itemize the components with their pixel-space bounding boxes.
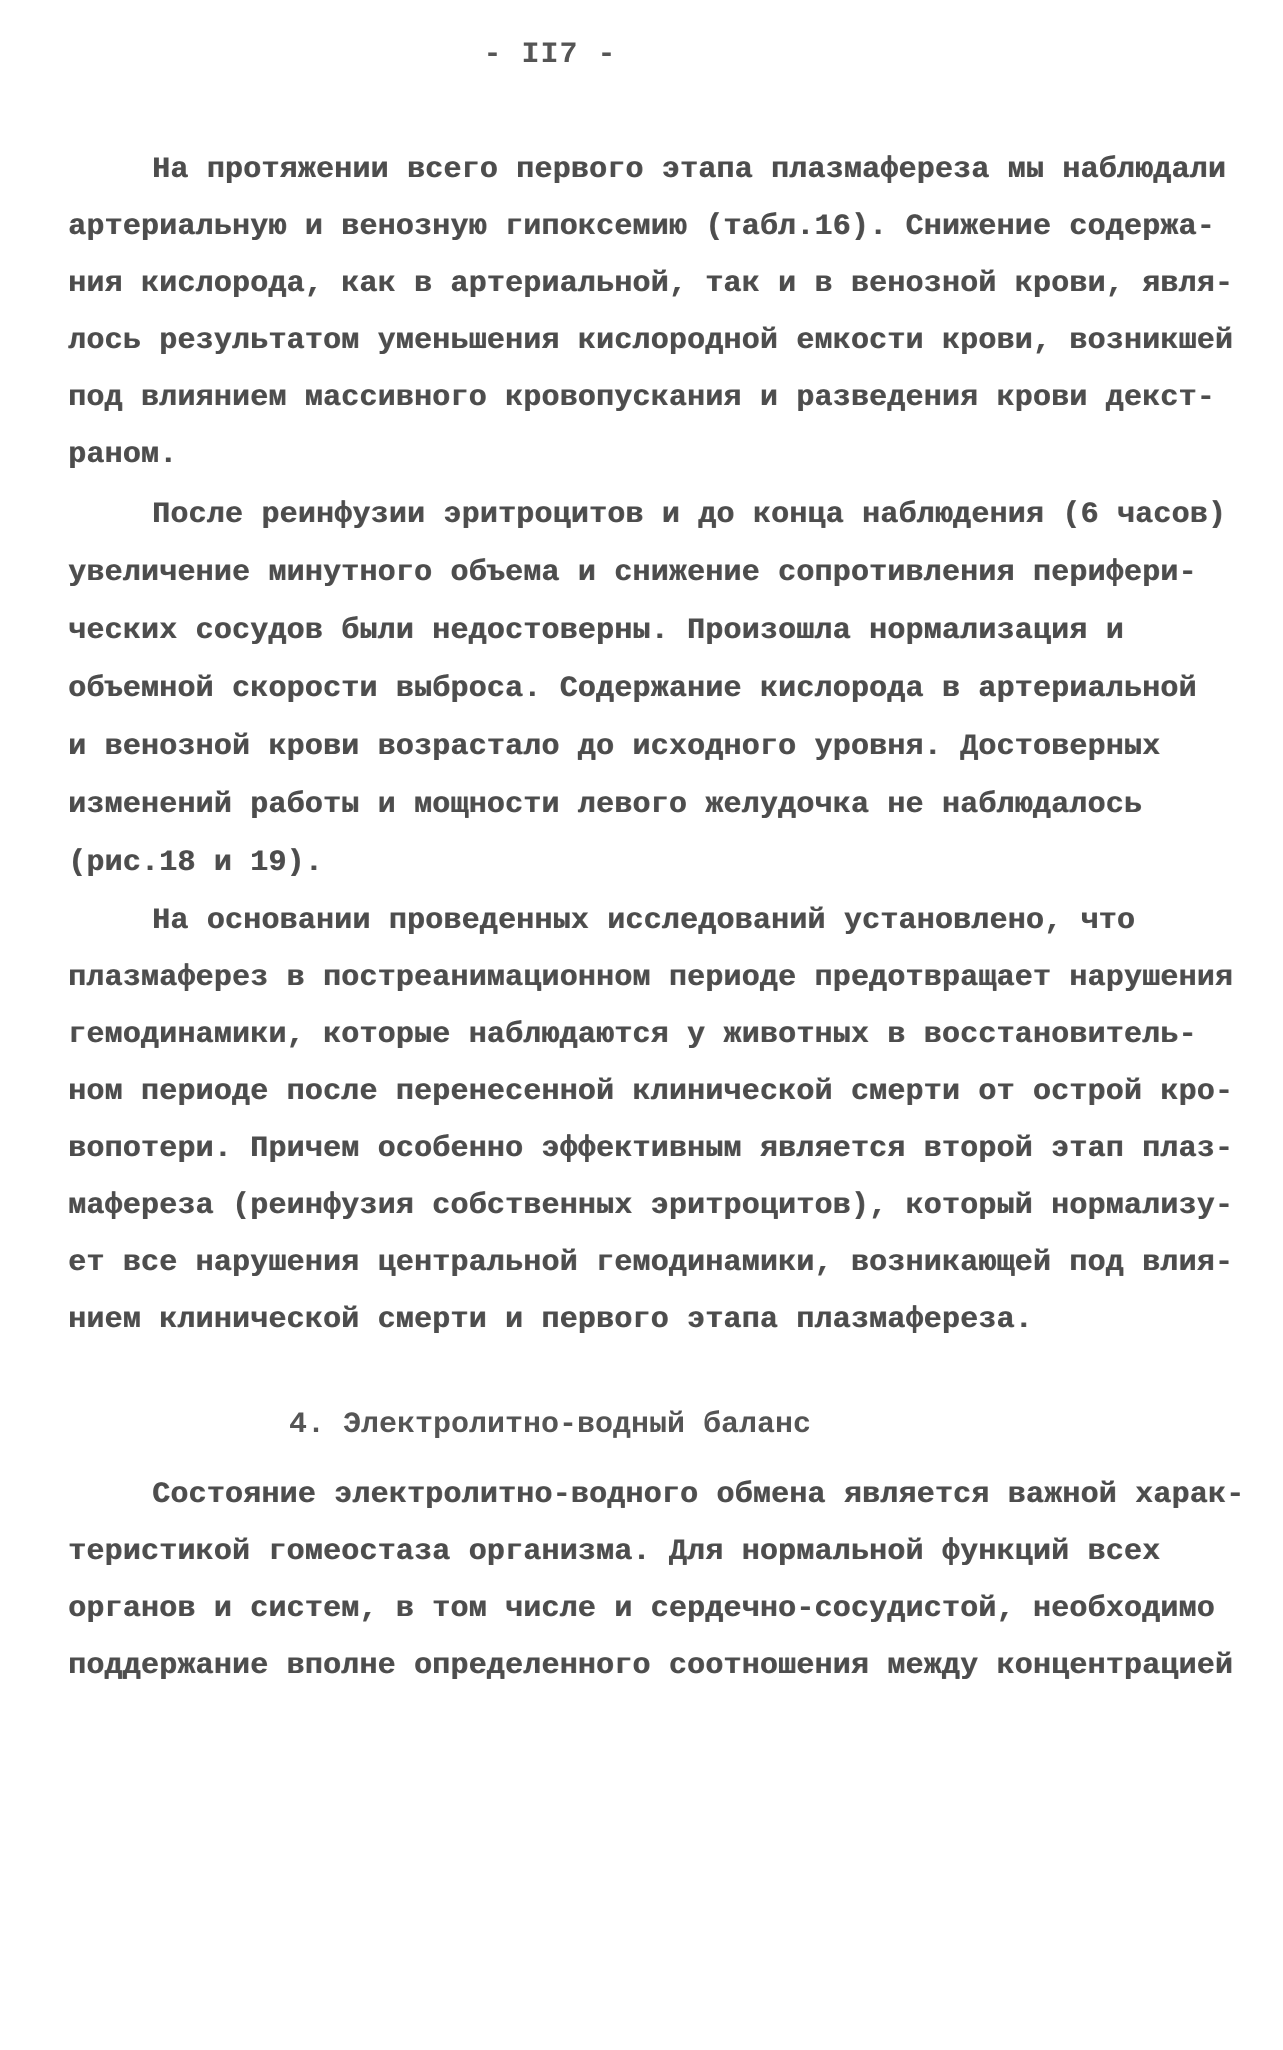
paragraph-3-line-1: На основании проведенных исследований установлено, что — [152, 904, 1135, 938]
paragraph-2-line-7: (рис.18 и 19). — [68, 846, 323, 880]
paragraph-3-line-5: вопотери. Причем особенно эффективным является второй этап плаз- — [68, 1132, 1233, 1166]
paragraph-4-line-1: Состояние электролитно-водного обмена является важной харак- — [152, 1478, 1245, 1512]
paragraph-2-line-6: изменений работы и мощности левого желудочка не наблюдалось — [68, 788, 1142, 822]
paragraph-4-line-3: органов и систем, в том числе и сердечно-сосудистой, необходимо — [68, 1592, 1215, 1626]
paragraph-1-line-6: раном. — [68, 438, 178, 472]
paragraph-3-line-8: нием клинической смерти и первого этапа плазмафереза. — [68, 1303, 1033, 1337]
paragraph-2-line-4: объемной скорости выброса. Содержание кислорода в артериальной — [68, 672, 1197, 706]
paragraph-1-line-1: На протяжении всего первого этапа плазмафереза мы наблюдали — [152, 153, 1226, 187]
paragraph-3-line-4: ном периоде после перенесенной клинической смерти от острой кро- — [68, 1075, 1233, 1109]
paragraph-2-line-1: После реинфузии эритроцитов и до конца наблюдения (6 часов) — [152, 498, 1226, 532]
paragraph-4-line-2: теристикой гомеостаза организма. Для нормальной функций всех — [68, 1535, 1161, 1569]
paragraph-4-line-4: поддержание вполне определенного соотношения между концентрацией — [68, 1649, 1233, 1683]
paragraph-3-line-6: мафереза (реинфузия собственных эритроцитов), который нормализу- — [68, 1189, 1233, 1223]
paragraph-2-line-3: ческих сосудов были недостоверны. Произошла нормализация и — [68, 614, 1124, 648]
paragraph-1-line-5: под влиянием массивного кровопускания и разведения крови декст- — [68, 381, 1215, 415]
paragraph-1-line-3: ния кислорода, как в артериальной, так и в венозной крови, явля- — [68, 267, 1233, 301]
page-number: - II7 - — [483, 38, 617, 72]
paragraph-3-line-2: плазмаферез в постреанимационном периоде предотвращает нарушения — [68, 961, 1233, 995]
paragraph-1-line-4: лось результатом уменьшения кислородной емкости крови, возникшей — [68, 324, 1233, 358]
section-heading: 4. Электролитно-водный баланс — [288, 1408, 812, 1442]
paragraph-1-line-2: артериальную и венозную гипоксемию (табл.16). Снижение содержа- — [68, 210, 1215, 244]
paragraph-3-line-7: ет все нарушения центральной гемодинамики, возникающей под влия- — [68, 1246, 1233, 1280]
paragraph-2-line-5: и венозной крови возрастало до исходного уровня. Достоверных — [68, 730, 1161, 764]
paragraph-2-line-2: увеличение минутного объема и снижение сопротивления перифери- — [68, 556, 1197, 590]
paragraph-3-line-3: гемодинамики, которые наблюдаются у животных в восстановитель- — [68, 1018, 1197, 1052]
